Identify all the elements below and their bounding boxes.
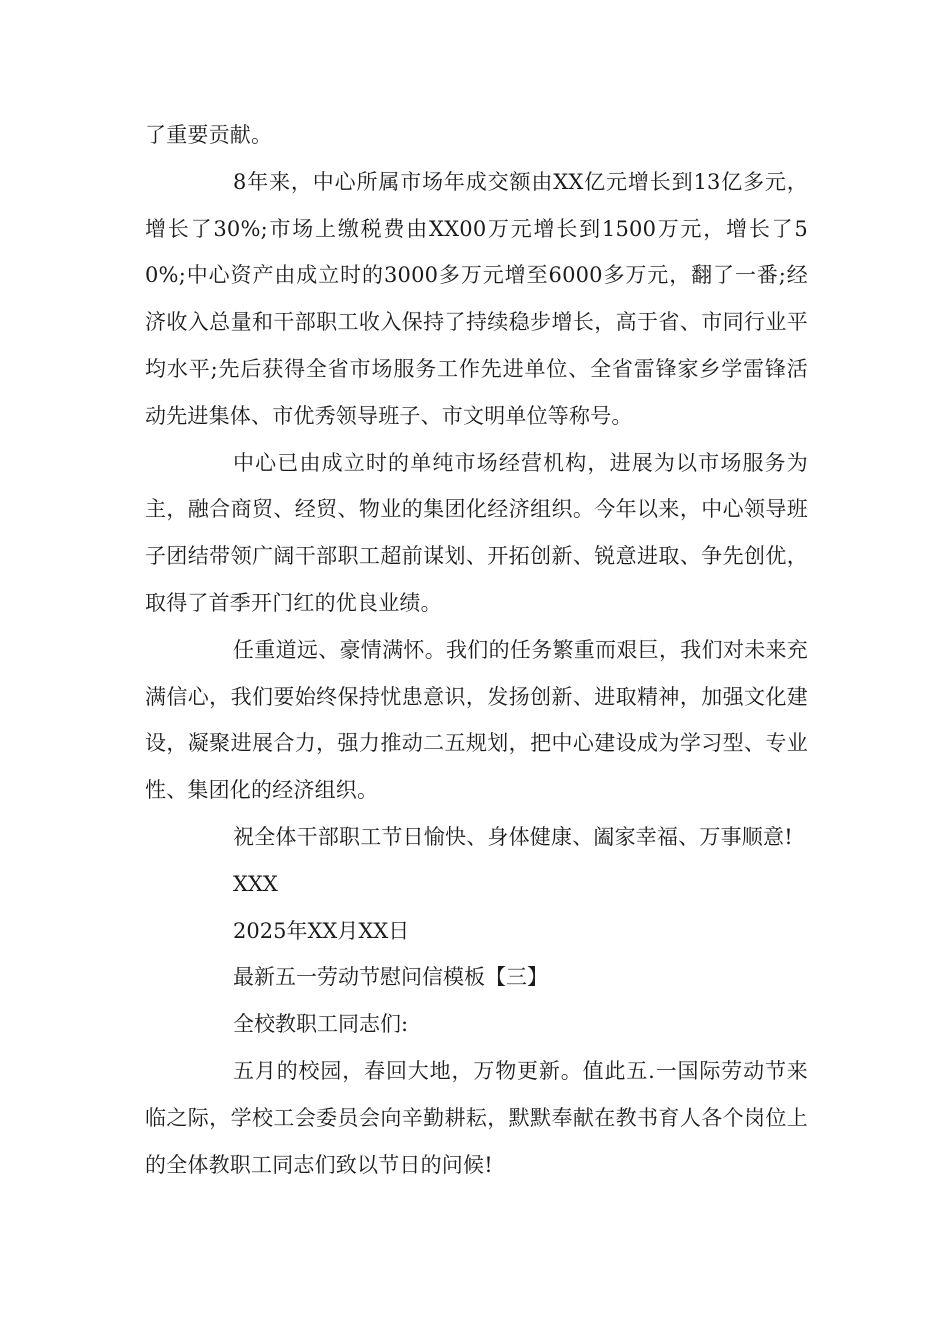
paragraph-development: 中心已由成立时的单纯市场经营机构，进展为以市场服务为主，融合商贸、经贸、物业的集团化经济组织。今年以来，中心领导班子团结带领广阔干部职工超前谋划、开拓创新、锐意进取、争先创优，取得了首季开门红的优良业绩。 bbox=[145, 450, 808, 615]
signature: XXX bbox=[233, 871, 278, 896]
paragraph-greeting: 五月的校园，春回大地，万物更新。值此五.一国际劳动节来临之际，学校工会委员会向辛勤耕耘，默默奉献在教书育人各个岗位上的全体教职工同志们致以节日的问候! bbox=[145, 1058, 808, 1177]
paragraph-continuation: 了重要贡献。 bbox=[145, 123, 273, 147]
salutation: 全校教职工同志们: bbox=[233, 1012, 409, 1037]
date-line: 2025年XX月XX日 bbox=[233, 918, 410, 943]
paragraph-outlook: 任重道远、豪情满怀。我们的任务繁重而艰巨，我们对未来充满信心，我们要始终保持忧患意识，发扬创新、进取精神，加强文化建设，凝聚进展合力，强力推动二五规划，把中心建设成为学习型、专业性、集团化的经济组织。 bbox=[145, 637, 808, 803]
section-title: 最新五一劳动节慰问信模板【三】 bbox=[233, 965, 548, 990]
paragraph-achievements: 8年来，中心所属市场年成交额由XX亿元增长到13亿多元，增长了30%;市场上缴税费由XX00万元增长到1500万元，增长了50%;中心资产由成立时的3000多万元增至6000多万元，翻了一番;经济收入总量和干部职工收入保持了持续稳步增长，高于省、市同行业平均水平;先后获得全省市场服务工作先进单位、全省雷锋家乡学雷锋活动先进集体、市优秀领导班子、市文明单位等称号。 bbox=[145, 169, 808, 428]
paragraph-wishes: 祝全体干部职工节日愉快、身体健康、阖家幸福、万事顺意! bbox=[233, 824, 793, 849]
document-body bbox=[145, 112, 808, 1188]
